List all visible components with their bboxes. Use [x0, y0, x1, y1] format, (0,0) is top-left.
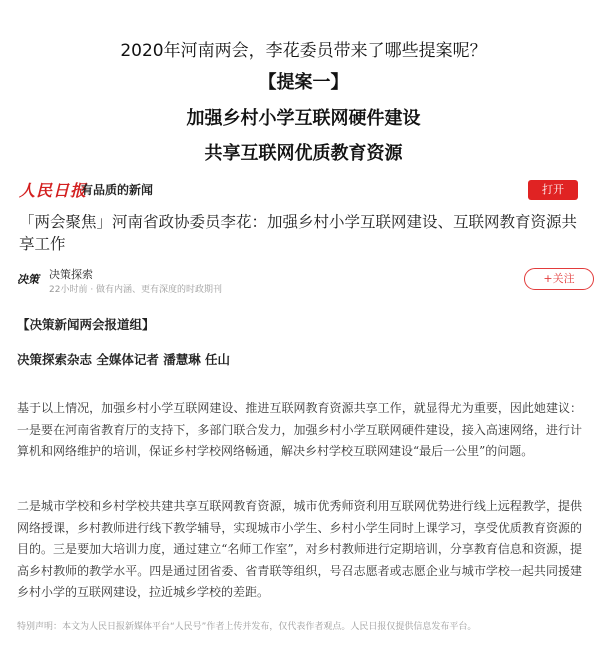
app-top-bar — [7, 168, 600, 212]
section-tag: 【决策新闻两会报道组】 — [17, 317, 155, 332]
follow-button[interactable]: +关注 — [524, 268, 594, 290]
proposal-title-line1: 加强乡村小学互联网硬件建设 — [186, 108, 421, 129]
headline-question: 2020年河南两会，李花委员带来了哪些提案呢？ — [120, 41, 487, 61]
article-paragraph: 二是城市学校和乡村学校共建共享互联网教育资源，城市优秀师资利用互联网优势进行线上远程教学，提供网络授课，乡村教师进行线下教学辅导，实现城市小学生、乡村小学生同时上课学习，享受优质教育资源的目的。三是要加大培训力度，通过建立“名师工作室”，对乡村教师进行定期培训，分享教育信息和资源，提高乡村教师的教学水平。四是通过团省委、省青联等组织，号召志愿者或志愿企业与城市学校一起共同援建乡村小学的互联网建设，拉近城乡学校的差距。 — [17, 499, 582, 599]
author-avatar[interactable]: 决策 — [17, 273, 39, 286]
proposal-title-line2: 共享互联网优质教育资源 — [204, 143, 403, 164]
author-row — [17, 264, 592, 300]
proposal-label: 【提案一】 — [258, 72, 349, 93]
article-title: 「两会聚焦」河南省政协委员李花：加强乡村小学互联网建设、互联网教育资源共享工作 — [19, 213, 578, 253]
open-app-button[interactable]: 打开 — [528, 180, 578, 200]
peoples-daily-logo: 人民日报 — [19, 181, 88, 200]
byline: 决策探索杂志 全媒体记者 潘慧琳 任山 — [17, 352, 231, 367]
article-screenshot — [7, 168, 600, 656]
article-paragraph: 基于以上情况，加强乡村小学互联网建设、推进互联网教育资源共享工作，就显得尤为重要，因此她建议：一是要在河南省教育厅的支持下，多部门联合发力，加强乡村小学互联网硬件建设，接入高速网络，进行计算机和网络维护的培训，保证乡村学校网络畅通，解决乡村学校互联网建设“最后一公里”的问题。 — [17, 401, 582, 458]
author-meta: 22小时前 · 做有内涵、更有深度的时政期刊 — [49, 285, 223, 295]
author-name[interactable]: 决策探索 — [49, 268, 93, 281]
app-slogan: 有品质的新闻 — [81, 183, 154, 197]
disclaimer: 特别声明：本文为人民日报新媒体平台“人民号”作者上传并发布，仅代表作者观点。人民日报仅提供信息发布平台。 — [17, 622, 477, 632]
